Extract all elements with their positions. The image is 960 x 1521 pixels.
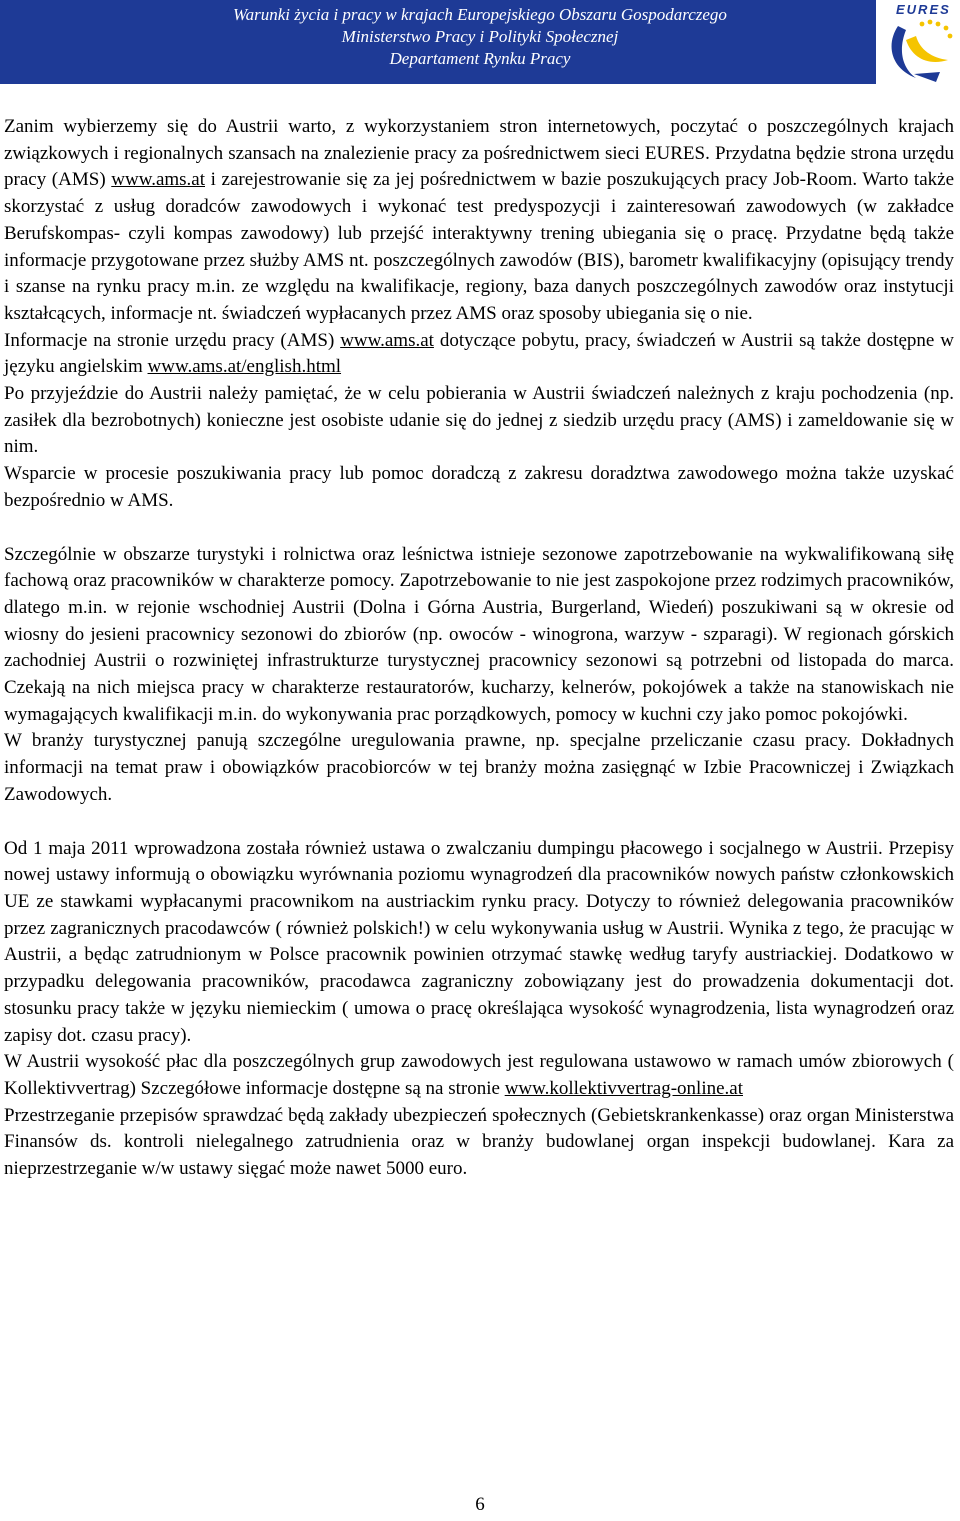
paragraph-4: Wsparcie w procesie poszukiwania pracy lub pomoc doradczą z zakresu doradztwa zawodowego można także uzyskać bezpośrednio w AMS. [4, 463, 954, 511]
paragraph-2-text: Informacje na stronie urzędu pracy (AMS) [4, 329, 341, 351]
paragraph-gap [4, 515, 954, 542]
ams-link-2[interactable]: www.ams.at [340, 329, 434, 351]
paragraph-3: Po przyjeździe do Austrii należy pamiętać, że w celu pobierania w Austrii świadczeń należnych z kraju pochodzenia (np. zasiłek dla bezrobotnych) konieczne jest osobiste udanie się do jednej z siedzib urzędu pracy (AMS) i zameldowanie się w nim. [4, 383, 954, 458]
paragraph-5: Szczególnie w obszarze turystyki i rolnictwa oraz leśnictwa istnieje sezonowe zapotrzebowanie na wykwalifikowaną siłę fachową oraz pracowników w charakterze pomocy. Zapotrzebowanie to nie jest zaspokojone przez rodzimych pracowników, dlatego m.in. w rejonie wschodniej Austrii (Dolna i Górna Austria, Burgerland, Wiedeń) poszukiwani są w okresie od wiosny do jesieni pracownicy sezonowi do zbiorów (np. owoców - winogrona, warzyw - szparagi). W regionach górskich zachodniej Austrii o rozwiniętej infrastrukturze turystycznej pracownicy sezonowi są potrzebni od listopada do marca. Czekają na nich miejsca pracy w charakterze restauratorów, kucharzy, kelnerów, pokojówek a także na stanowiskach nie wymagających kwalifikacji m.in. do wykonywania prac porządkowych, pomocy w kuchni czy jako pomoc pokojówki. [4, 543, 954, 725]
header-line-3: Departament Rynku Pracy [389, 49, 571, 68]
header-text [0, 4, 960, 70]
header-line-1: Warunki życia i pracy w krajach Europejskiego Obszaru Gospodarczego [233, 5, 727, 24]
paragraph-7: Od 1 maja 2011 wprowadzona została również ustawa o zwalczaniu dumpingu płacowego i socjalnego w Austrii. Przepisy nowej ustawy informują o obowiązku wyrównania poziomu wynagrodzeń dla pracowników nowych państw członkowskich UE ze stawkami wypłacanymi pracownikom na austriackim rynku pracy. Dotyczy to również delegowania pracowników przez zagranicznych pracodawców ( również polskich!) w celu wykonywania usług w Austrii. Wynika z tego, że pracując w Austrii, a będąc zatrudnionym w Polsce pracownik powinien otrzymać stawkę według taryfy austriackiej. Dodatkowo w przypadku delegowania pracowników, pracodawca zagraniczny zobowiązany jest do prowadzenia dokumentacji dot. stosunku pracy także w języku niemieckim ( umowa o pracę określająca wysokość wynagrodzenia, lista wynagrodzeń oraz zapisy dot. czasu pracy). [4, 837, 954, 1046]
paragraph-8 [4, 1049, 954, 1102]
paragraph-2-text-2: dotyczące pobytu, pracy, świadczeń w Austrii są także dostępne w języku angielskim [4, 329, 954, 378]
kollektivvertrag-link[interactable]: www.kollektivvertrag-online.at [504, 1077, 743, 1099]
ams-english-link[interactable]: www.ams.at/english.html [147, 356, 342, 378]
page-number: 6 [475, 1494, 485, 1515]
eures-logo-text: EURES [896, 2, 951, 17]
paragraph-1-text-2: i zarejestrowanie się za jej pośrednictwem w bazie poszukujących pracy Job-Room. Warto także skorzystać z usług doradców zawodowych i wykonać test predyspozycji i zainteresowań zawodowych (w zakładce Berufskompas- czyli kompas zawodowy) lub przejść interaktywny trening ubiegania się o pracę. Przydatne będą także informacje przygotowane przez służby AMS nt. poszczególnych zawodów (BIS), barometr kwalifikacyjny (opisujący trendy i szanse na rynku pracy m.in. ze względu na kwalifikacje, regiony, baza danych poszczególnych zawodów oraz instytucji kształcących, informacje nt. świadczeń wypłacanych przez AMS oraz sposoby ubiegania się o nie. [4, 169, 955, 324]
page-header [0, 0, 960, 84]
paragraph-1-text: Zanim wybierzemy się do Austrii warto, z wykorzystaniem stron internetowych, poczytać o poszczególnych krajach związkowych i regionalnych szansach na znalezienie pracy za pośrednictwem sieci EURES. Przydatna będzie strona urzędu pracy (AMS) [4, 116, 954, 191]
paragraph-2 [4, 328, 954, 381]
page-content [4, 114, 954, 1183]
eures-logo [876, 0, 960, 84]
paragraph-9: Przestrzeganie przepisów sprawdzać będą zakłady ubezpieczeń społecznych (Gebietskrankenkasse) oraz organ Ministerstwa Finansów ds. kontroli nielegalnego zatrudnienia oraz w branży budowlanej organ inspekcji budowlanej. Kara za nieprzestrzeganie w/w ustawy sięgać może nawet 5000 euro. [4, 1104, 954, 1180]
paragraph-gap [4, 809, 954, 836]
paragraph-6: W branży turystycznej panują szczególne uregulowania prawne, np. specjalne przeliczanie czasu pracy. Dokładnych informacji na temat praw i obowiązków pracobiorców w tej branży można zasięgnąć w Izbie Pracowniczej i Związkach Zawodowych. [4, 730, 954, 805]
paragraph-8-text: W Austrii wysokość płac dla poszczególnych grup zawodowych jest regulowana ustawowo w ramach umów zbiorowych ( Kollektivvertrag) Szczegółowe informacje dostępne są na stronie [4, 1051, 954, 1099]
paragraph-1 [4, 114, 954, 328]
ams-link[interactable]: www.ams.at [111, 169, 206, 191]
header-line-2: Ministerstwo Pracy i Polityki Społecznej [341, 27, 619, 46]
